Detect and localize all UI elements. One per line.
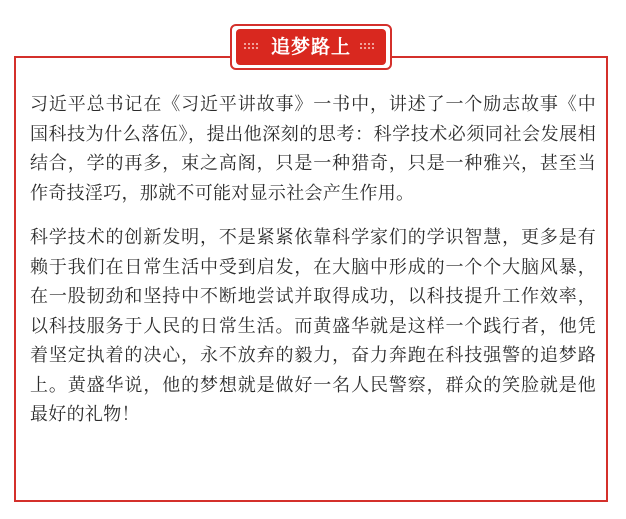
section-title-badge xyxy=(230,24,392,70)
section-title: 追梦路上 xyxy=(270,36,351,58)
dot-pattern-right-icon xyxy=(360,43,378,51)
paragraph: 科学技术的创新发明，不是紧紧依靠科学家们的学识智慧，更多是有赖于我们在日常生活中受到启发，在大脑中形成的一个个大脑风暴，在一股韧劲和坚持中不断地尝试并取得成功，以科技提升工作效率，以科技服务于人民的日常生活。而黄盛华就是这样一个践行者，他凭着坚定执着的决心，永不放弃的毅力，奋力奔跑在科技强警的追梦路上。黄盛华说，他的梦想就是做好一名人民警察，群众的笑脸就是他最好的礼物！ xyxy=(30,227,596,425)
paragraph: 习近平总书记在《习近平讲故事》一书中，讲述了一个励志故事《中国科技为什么落伍》，提出他深刻的思考：科学技术必须同社会发展相结合，学的再多，束之高阁，只是一种猎奇，只是一种雅兴，甚至当作奇技淫巧，那就不可能对显示社会产生作用。 xyxy=(30,94,596,204)
badge-fill xyxy=(236,29,386,65)
article-body xyxy=(30,90,596,430)
